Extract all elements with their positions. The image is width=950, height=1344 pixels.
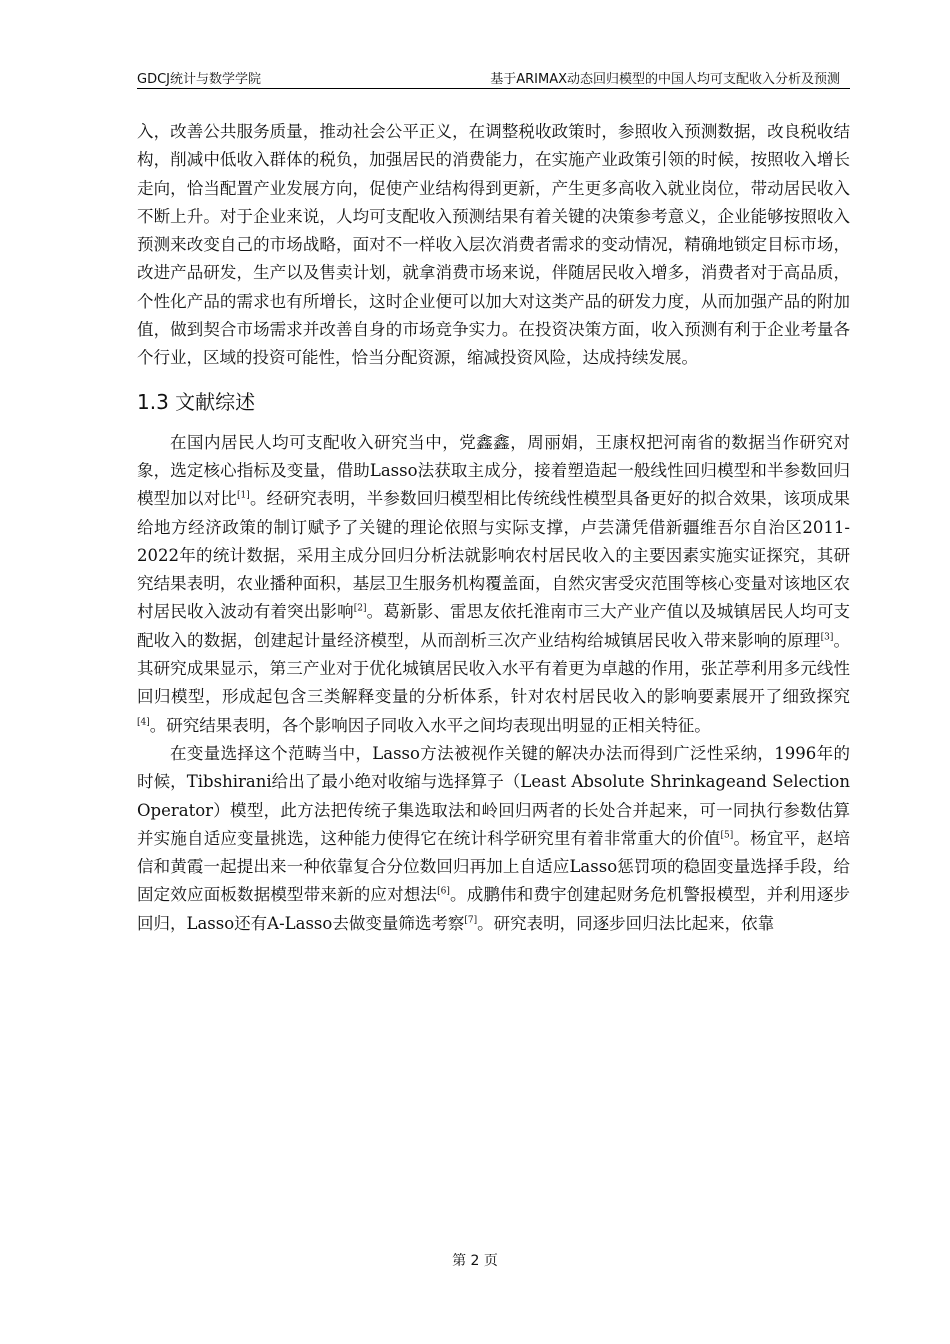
citation-7[interactable]: [7] [464, 915, 478, 926]
paragraph-text: 。经研究表明，半参数回归模型相比传统线性模型具备更好的拟合效果，该项成果给地方经济政策的制订赋予了关键的理论依照与实际支撑，卢芸潇凭借新疆维吾尔自治区2011-2022年的统计数据，采用主成分回归分析法就影响农村居民收入的主要因素实施实证探究，其研究结果表明，农业播种面积，基层卫生服务机构覆盖面，自然灾害受灾范围等核心变量对该地区农村居民收入波动有着突出影响 [137, 489, 851, 622]
citation-3[interactable]: [3] [820, 632, 834, 643]
paragraph-text: 在变量选择这个范畴当中，Lasso方法被视作关键的解决办法而得到广泛性采纳，1996年的时候，Tibshirani给出了最小绝对收缩与选择算子（Least Absolute Shrinkageand Selection Operator）模型，此方法把传统子集选取法和岭回归两者的长处合并起来，可一同执行参数估算并实施自适应变量挑选，这种能力使得它在统计科学研究里有着非常重大的价值 [137, 743, 850, 848]
paragraph-text: 。成鹏伟和费宇创建起财务危机警报模型，并利用逐步回归，Lasso还有A-Lasso去做变量筛选考察 [137, 885, 851, 933]
citation-2[interactable]: [2] [353, 603, 367, 614]
paragraph-text: 。葛新影、雷思友依托淮南市三大产业产值以及城镇居民人均可支配收入的数据，创建起计量经济模型，从而剖析三次产业结构给城镇居民收入带来影响的原理 [137, 602, 851, 650]
paragraph-text: 。杨宜平，赵培信和黄霞一起提出来一种依靠复合分位数回归再加上自适应Lasso惩罚项的稳固变量选择手段，给固定效应面板数据模型带来新的应对想法 [137, 828, 851, 905]
page-body [137, 118, 850, 938]
section-heading: 1.3 文献综述 [137, 389, 256, 414]
intro-paragraph: 入，改善公共服务质量，推动社会公平正义，在调整税收政策时，参照收入预测数据，改良税收结构，削减中低收入群体的税负，加强居民的消费能力，在实施产业政策引领的时候，按照收入增长走向，恰当配置产业发展方向，促使产业结构得到更新，产生更多高收入就业岗位，带动居民收入不断上升。对于企业来说，人均可支配收入预测结果有着关键的决策参考意义，企业能够按照收入预测来改变自己的市场战略，面对不一样收入层次消费者需求的变动情况，精确地锁定目标市场，改进产品研发，生产以及售卖计划，就拿消费市场来说，伴随居民收入增多，消费者对于高品质，个性化产品的需求也有所增长，这时企业便可以加大对这类产品的研发力度，从而加强产品的附加值，做到契合市场需求并改善自身的市场竞争实力。在投资决策方面，收入预测有利于企业考量各个行业，区域的投资可能性，恰当分配资源，缩减投资风险，达成持续发展。 [137, 122, 850, 368]
literature-paragraph-1 [137, 429, 850, 740]
page-header [137, 62, 850, 89]
page-number: 第 2 页 [452, 1253, 498, 1269]
citation-4[interactable]: [4] [137, 717, 150, 728]
citation-1[interactable]: [1] [237, 490, 250, 501]
citation-5[interactable]: [5] [720, 830, 734, 841]
paragraph-text: 在国内居民人均可支配收入研究当中，党鑫鑫，周丽娟，王康权把河南省的数据当作研究对象，选定核心指标及变量，借助Lasso法获取主成分，接着塑造起一般线性回归模型和半参数回归模型加以对比 [137, 432, 850, 509]
paragraph-text: 。研究表明，同逐步回归法比起来，依靠 [477, 913, 775, 933]
header-document-title: 基于ARIMAX动态回归模型的中国人均可支配收入分析及预测 [490, 72, 840, 87]
paragraph-text: 。其研究成果显示，第三产业对于优化城镇居民收入水平有着更为卓越的作用，张芷葶利用多元线性回归模型，形成起包含三类解释变量的分析体系，针对农村居民收入的影响要素展开了细致探究 [137, 630, 851, 707]
page-footer [0, 1250, 950, 1270]
paragraph-text: 。研究结果表明，各个影响因子同收入水平之间均表现出明显的正相关特征。 [149, 715, 711, 735]
header-institution: GDCJ统计与数学学院 [137, 72, 261, 87]
citation-6[interactable]: [6] [437, 886, 450, 897]
literature-paragraph-2 [137, 740, 850, 938]
